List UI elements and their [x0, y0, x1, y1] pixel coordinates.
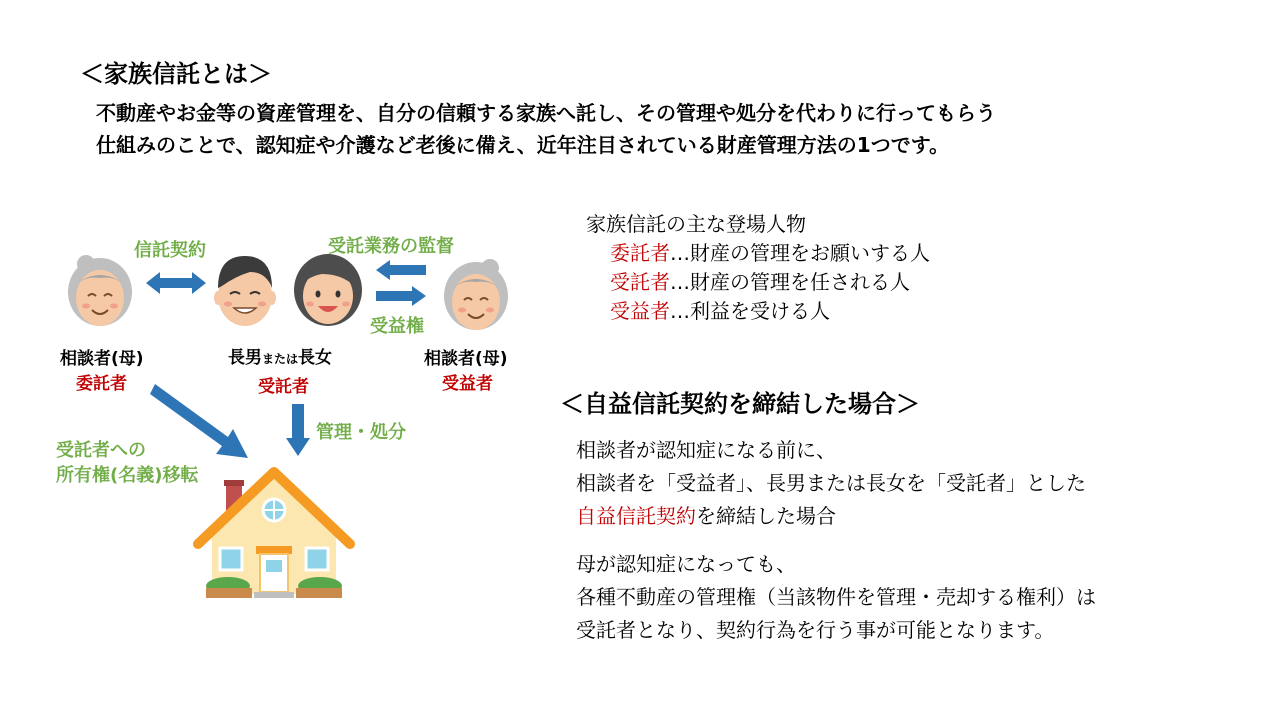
case-p1-line-3-rest: を締結した場合 [696, 504, 836, 528]
ownership-transfer-label-2: 所有権(名義)移転 [56, 465, 199, 486]
person-center-name-a: 長男 [228, 348, 262, 368]
elderly-mother-left-icon [64, 256, 136, 332]
house-icon [196, 466, 352, 602]
son-icon [210, 252, 280, 330]
person-right-name: 相談者(母) [424, 349, 508, 369]
person-left-name: 相談者(母) [60, 349, 144, 369]
daughter-icon [292, 250, 364, 330]
case-p2-line-3: 受託者となり、契約行為を行う事が可能となります。 [576, 618, 1055, 642]
legend-role: 委託者 [610, 241, 670, 265]
beneficial-right-label: 受益権 [370, 316, 424, 337]
person-center-name-small: または [262, 352, 299, 366]
page-title: ＜家族信託とは＞ [80, 60, 272, 88]
self-benefit-trust-highlight: 自益信託契約 [576, 504, 696, 528]
legend-item [586, 239, 930, 268]
legend-desc: …財産の管理をお願いする人 [670, 241, 930, 265]
legend-role: 受益者 [610, 299, 670, 323]
person-left-role: 委託者 [76, 374, 127, 394]
ownership-transfer-arrow [150, 384, 250, 460]
elderly-mother-right-icon [440, 260, 512, 336]
case-heading: ＜自益信託契約を締結した場合＞ [560, 390, 920, 418]
case-p1-line-2: 相談者を「受益者」、長男または長女を「受託者」とした [576, 471, 1086, 495]
legend-desc: …利益を受ける人 [670, 299, 830, 323]
case-paragraph-1 [576, 434, 1086, 533]
trust-contract-double-arrow [146, 272, 206, 294]
person-center-role: 受託者 [258, 377, 309, 397]
intro-line-1: 不動産やお金等の資産管理を、自分の信頼する家族へ託し、その管理や処分を代わりに行ってもらう [96, 101, 996, 125]
case-p2-line-2: 各種不動産の管理権（当該物件を管理・売却する権利）は [576, 585, 1096, 609]
legend [586, 210, 930, 326]
legend-item [586, 297, 930, 326]
legend-desc: …財産の管理を任される人 [670, 270, 910, 294]
management-arrow-down [286, 404, 310, 456]
person-center-name-b: 長女 [298, 348, 333, 368]
case-p2-line-1: 母が認知症になっても、 [576, 552, 796, 576]
ownership-transfer-label-1: 受託者への [56, 440, 146, 461]
legend-item [586, 268, 930, 297]
supervision-label: 受託業務の監督 [328, 236, 454, 257]
case-paragraph-2 [576, 548, 1096, 647]
person-right-role: 受益者 [442, 374, 493, 394]
trust-contract-label: 信託契約 [134, 240, 206, 261]
legend-role: 受託者 [610, 270, 670, 294]
case-p1-line-3 [576, 500, 1086, 533]
intro-line-2: 仕組みのことで、認知症や介護など老後に備え、近年注目されている財産管理方法の1つです。 [96, 133, 950, 157]
management-label: 管理・処分 [316, 422, 406, 443]
case-p1-line-1: 相談者が認知症になる前に、 [576, 438, 836, 462]
beneficial-right-arrow-right [376, 286, 426, 306]
legend-heading: 家族信託の主な登場人物 [586, 212, 806, 236]
person-center-name [228, 343, 332, 368]
supervision-arrow-left [376, 260, 426, 280]
